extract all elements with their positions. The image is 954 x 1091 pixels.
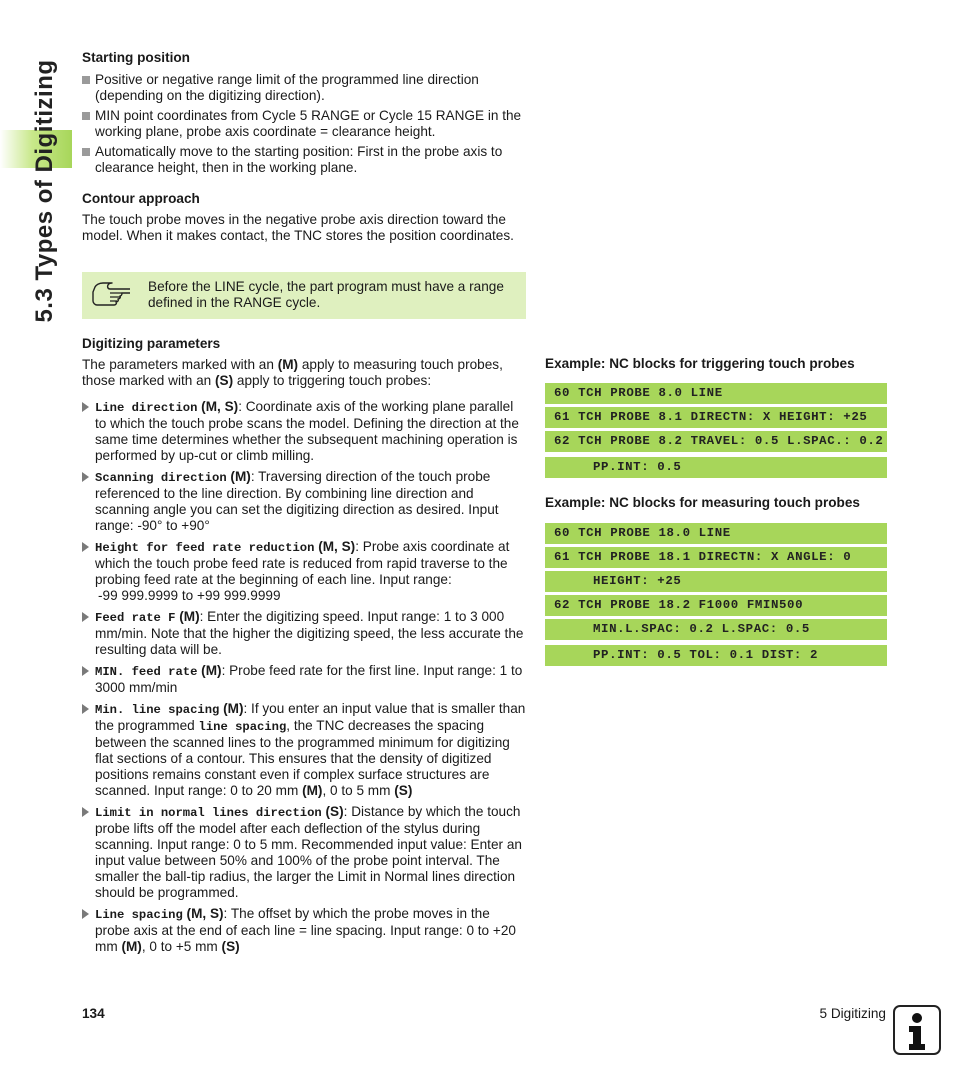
note-text: Before the LINE cycle, the part program must have a range defined in the RANGE cycle. [148, 279, 504, 310]
nc-block: 60 TCH PROBE 18.0 LINE [545, 523, 887, 544]
nc-block: PP.INT: 0.5 TOL: 0.1 DIST: 2 [545, 645, 887, 666]
arrow-bullet-icon [82, 666, 89, 676]
square-bullet-icon [82, 148, 90, 156]
square-bullet-icon [82, 76, 90, 84]
example-measure-heading: Example: NC blocks for measuring touch probes [545, 495, 860, 510]
parameter-item-height-feed-reduction: Height for feed rate reduction (M, S): Probe axis coordinate at which the touch probe feed rate is reduced from rapid traverse to the probing feed rate at the beginning of each line. Input range: -99 999.9999 to +99 999.9999 [82, 539, 527, 604]
pointing-hand-icon [90, 280, 132, 308]
arrow-bullet-icon [82, 402, 89, 412]
starting-position-heading: Starting position [82, 50, 190, 65]
arrow-bullet-icon [82, 807, 89, 817]
nc-block: PP.INT: 0.5 [545, 457, 887, 478]
page-number: 134 [82, 1006, 105, 1021]
list-item: MIN point coordinates from Cycle 5 RANGE or Cycle 15 RANGE in the working plane, probe axis coordinate = clearance height. [82, 108, 527, 140]
contour-approach-heading: Contour approach [82, 191, 200, 206]
arrow-bullet-icon [82, 542, 89, 552]
list-item: Automatically move to the starting position: First in the probe axis to clearance height, then in the working plane. [82, 144, 527, 176]
nc-block: 61 TCH PROBE 18.1 DIRECTN: X ANGLE: 0 [545, 547, 887, 568]
parameter-item-line-direction: Line direction (M, S): Coordinate axis of the working plane parallel to which the touch probe scans the model. Defining the direction at the same time determines whether the subsequent machining operation is performed by up-cut or climb milling. [82, 399, 527, 464]
example-trigger-heading: Example: NC blocks for triggering touch probes [545, 356, 855, 371]
info-icon [893, 1005, 941, 1055]
parameter-item-feed-rate: Feed rate F (M): Enter the digitizing speed. Input range: 1 to 3 000 mm/min. Note that the higher the digitizing speed, the less accurate the resulting data will be. [82, 609, 527, 658]
nc-block: 62 TCH PROBE 8.2 TRAVEL: 0.5 L.SPAC.: 0.2 [545, 431, 887, 452]
note-box [82, 272, 526, 319]
contour-approach-section [82, 191, 527, 244]
nc-block: HEIGHT: +25 [545, 571, 887, 592]
parameter-item-scanning-direction: Scanning direction (M): Traversing direction of the touch probe referenced to the line direction. By combining line direction and scanning angle you can set the digitizing direction as desired. Input range: -90° to +90° [82, 469, 527, 534]
square-bullet-icon [82, 112, 90, 120]
arrow-bullet-icon [82, 704, 89, 714]
list-item: Positive or negative range limit of the programmed line direction (depending on the digitizing direction). [82, 72, 527, 104]
parameter-item-limit-normal: Limit in normal lines direction (S): Distance by which the touch probe lifts off the model after each deflection of the stylus during scanning. Input range: 0 to 5 mm. Recommended input value: Enter an input value between 50% and 100% of the probe point interval. The smaller the ball-tip radius, the larger the Limit in Normal lines direction should be programmed. [82, 804, 527, 901]
nc-block: 62 TCH PROBE 18.2 F1000 FMIN500 [545, 595, 887, 616]
chapter-name: 5 Digitizing [819, 1006, 886, 1021]
side-chapter-title: 5.3 Types of Digitizing [31, 59, 58, 323]
parameter-item-min-line-spacing: Min. line spacing (M): If you enter an input value that is smaller than the programmed line spacing, the TNC decreases the spacing between the scanned lines to the programmed minimum for digitizing flat sections of a contour. This ensures that the density of digitized positions remains constant even if complex surface structures are scanned. Input range: 0 to 20 mm (M), 0 to 5 mm (S) [82, 701, 527, 799]
nc-block: MIN.L.SPAC: 0.2 L.SPAC: 0.5 [545, 619, 887, 640]
nc-block: 61 TCH PROBE 8.1 DIRECTN: X HEIGHT: +25 [545, 407, 887, 428]
contour-approach-text: The touch probe moves in the negative probe axis direction toward the model. When it makes contact, the TNC stores the position coordinates. [82, 212, 514, 243]
nc-block: 60 TCH PROBE 8.0 LINE [545, 383, 887, 404]
parameter-item-line-spacing: Line spacing (M, S): The offset by which the probe moves in the probe axis at the end of each line = line spacing. Input range: 0 to +20 mm (M), 0 to +5 mm (S) [82, 906, 527, 955]
digitizing-parameters-heading: Digitizing parameters [82, 336, 221, 351]
arrow-bullet-icon [82, 612, 89, 622]
parameter-item-min-feed-rate: MIN. feed rate (M): Probe feed rate for the first line. Input range: 1 to 3000 mm/min [82, 663, 527, 696]
digitizing-parameters-section [82, 336, 527, 955]
arrow-bullet-icon [82, 909, 89, 919]
starting-position-section [82, 50, 527, 176]
parameters-intro: The parameters marked with an (M) apply to measuring touch probes, those marked with an (S) apply to triggering touch probes: [82, 357, 503, 388]
arrow-bullet-icon [82, 472, 89, 482]
